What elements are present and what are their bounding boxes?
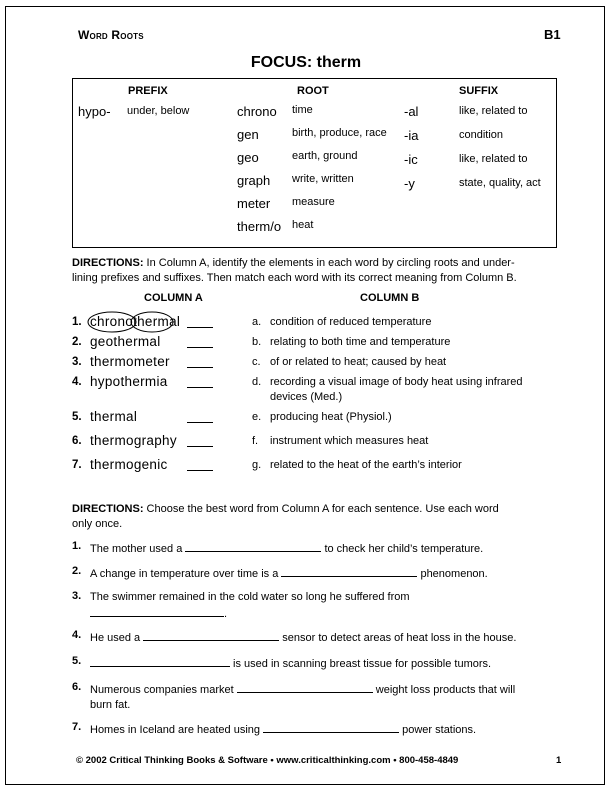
sentence bbox=[90, 655, 560, 672]
column-b-definition: of or related to heat; caused by heat bbox=[270, 356, 447, 368]
column-b-heading: COLUMN B bbox=[360, 292, 420, 304]
column-b-letter: e. bbox=[252, 411, 262, 423]
suffix-part: -y bbox=[404, 176, 415, 191]
column-b-letter: a. bbox=[252, 316, 262, 328]
column-a-word: thermogenic bbox=[90, 457, 168, 472]
item-number: 6. bbox=[72, 435, 82, 447]
fill-in-blank[interactable] bbox=[185, 540, 321, 552]
directions-text: only once. bbox=[72, 518, 123, 530]
sentence bbox=[90, 590, 560, 622]
sentence-text: to check her child’s temperature. bbox=[321, 543, 484, 555]
prefix-part: hypo- bbox=[78, 104, 111, 119]
suffix-meaning: like, related to bbox=[459, 153, 528, 165]
root-part: therm/o bbox=[237, 219, 282, 234]
sentence-text: is used in scanning breast tissue for possible tumors. bbox=[230, 658, 492, 670]
column-b-letter: g. bbox=[252, 459, 262, 471]
directions-text: In Column A, identify the elements in each word by circling roots and under- bbox=[143, 257, 515, 269]
sentence-text: Homes in Iceland are heated using bbox=[90, 724, 264, 736]
directions-text: lining prefixes and suffixes. Then match each word with its correct meaning from Column B. bbox=[72, 272, 517, 284]
item-number: 7. bbox=[72, 459, 82, 471]
suffix-part: -ic bbox=[404, 152, 418, 167]
root-circles-example bbox=[82, 309, 192, 335]
sentence bbox=[90, 565, 560, 582]
sentence-text: The mother used a bbox=[90, 543, 186, 555]
root-heading: ROOT bbox=[297, 85, 329, 97]
fill-in-blank[interactable] bbox=[237, 681, 373, 693]
sentence bbox=[90, 629, 560, 646]
root-meaning: write, written bbox=[292, 173, 354, 185]
focus-title: FOCUS: therm bbox=[250, 54, 362, 71]
answer-blank[interactable] bbox=[187, 446, 213, 447]
root-meaning: time bbox=[292, 104, 313, 116]
column-b-definition: related to the heat of the earth’s interior bbox=[270, 459, 462, 471]
fill-in-blank[interactable] bbox=[90, 605, 224, 617]
directions-text: Choose the best word from Column A for each sentence. Use each word bbox=[143, 503, 499, 515]
column-a-word: thermal bbox=[90, 409, 138, 424]
sentence-number: 5. bbox=[72, 655, 82, 667]
item-number: 5. bbox=[72, 411, 82, 423]
root-meaning: birth, produce, race bbox=[292, 127, 387, 139]
answer-blank[interactable] bbox=[187, 470, 213, 471]
root-meaning: heat bbox=[292, 219, 314, 231]
suffix-meaning: condition bbox=[459, 129, 504, 141]
directions-label: DIRECTIONS: bbox=[72, 257, 144, 269]
column-b-definition: condition of reduced temperature bbox=[270, 316, 432, 328]
root-meaning: earth, ground bbox=[292, 150, 358, 162]
sentence-text: The swimmer remained in the cold water so long he suffered from bbox=[90, 591, 410, 603]
prefix-heading: PREFIX bbox=[128, 85, 168, 97]
column-b-definition: producing heat (Physiol.) bbox=[270, 411, 392, 423]
sentence-text: He used a bbox=[90, 632, 144, 644]
column-b-definition: instrument which measures heat bbox=[270, 435, 429, 447]
suffix-part: -al bbox=[404, 104, 419, 119]
root-part: graph bbox=[237, 173, 271, 188]
directions-label: DIRECTIONS: bbox=[72, 503, 144, 515]
answer-blank[interactable] bbox=[187, 387, 213, 388]
suffix-part: -ia bbox=[404, 128, 419, 143]
column-a-word: chronothermal bbox=[90, 314, 181, 329]
sentence-number: 6. bbox=[72, 681, 82, 693]
page-number: 1 bbox=[556, 755, 562, 766]
circle-chrono bbox=[88, 312, 136, 332]
directions-sentences bbox=[72, 502, 560, 532]
sentence-text: . bbox=[224, 608, 228, 620]
answer-blank[interactable] bbox=[187, 367, 213, 368]
copyright-footer: © 2002 Critical Thinking Books & Software • www.criticalthinking.com • 800-458-4849 bbox=[76, 755, 459, 766]
column-b-letter: b. bbox=[252, 336, 262, 348]
fill-in-blank[interactable] bbox=[90, 655, 230, 667]
column-a-heading: COLUMN A bbox=[144, 292, 203, 304]
sentence-text: sensor to detect areas of heat loss in the house. bbox=[279, 632, 517, 644]
column-a-word: thermometer bbox=[90, 354, 170, 369]
sentence-text: A change in temperature over time is a bbox=[90, 568, 282, 580]
page-code: B1 bbox=[544, 27, 561, 42]
root-meaning: measure bbox=[292, 196, 335, 208]
column-b-letter: f. bbox=[252, 435, 259, 447]
suffix-heading: SUFFIX bbox=[459, 85, 499, 97]
sentence-text: phenomenon. bbox=[417, 568, 488, 580]
series-title: Word Roots bbox=[78, 28, 144, 42]
item-number: 3. bbox=[72, 356, 82, 368]
sentence bbox=[90, 681, 560, 713]
column-a-word: geothermal bbox=[90, 334, 161, 349]
fill-in-blank[interactable] bbox=[281, 565, 417, 577]
answer-blank[interactable] bbox=[187, 422, 213, 423]
answer-blank[interactable] bbox=[187, 347, 213, 348]
sentence-text: burn fat. bbox=[90, 699, 131, 711]
sentence-text: power stations. bbox=[399, 724, 477, 736]
column-b-letter: c. bbox=[252, 356, 261, 368]
column-a-word: thermography bbox=[90, 433, 177, 448]
item-number: 1. bbox=[72, 316, 82, 328]
circle-therm bbox=[131, 312, 173, 332]
column-b-definition: recording a visual image of body heat using infrared devices (Med.) bbox=[270, 376, 523, 403]
root-part: meter bbox=[237, 196, 271, 211]
sentence-number: 3. bbox=[72, 590, 82, 602]
sentence-number: 7. bbox=[72, 721, 82, 733]
column-b-definition: relating to both time and temperature bbox=[270, 336, 451, 348]
column-a-word: hypothermia bbox=[90, 374, 168, 389]
suffix-meaning: like, related to bbox=[459, 105, 528, 117]
sentence-number: 1. bbox=[72, 540, 82, 552]
sentence-number: 4. bbox=[72, 629, 82, 641]
prefix-meaning: under, below bbox=[127, 105, 190, 117]
root-part: chrono bbox=[237, 104, 277, 119]
fill-in-blank[interactable] bbox=[143, 629, 279, 641]
sentence-text: Numerous companies market bbox=[90, 684, 237, 696]
sentence-text: weight loss products that will bbox=[372, 684, 516, 696]
root-part: geo bbox=[237, 150, 259, 165]
root-part: gen bbox=[237, 127, 259, 142]
sentence bbox=[90, 540, 560, 557]
directions-matching bbox=[72, 256, 560, 286]
sentence bbox=[90, 721, 560, 738]
item-number: 4. bbox=[72, 376, 82, 388]
fill-in-blank[interactable] bbox=[263, 721, 399, 733]
sentence-number: 2. bbox=[72, 565, 82, 577]
column-b-letter: d. bbox=[252, 376, 262, 388]
item-number: 2. bbox=[72, 336, 82, 348]
suffix-meaning: state, quality, act bbox=[459, 177, 541, 189]
